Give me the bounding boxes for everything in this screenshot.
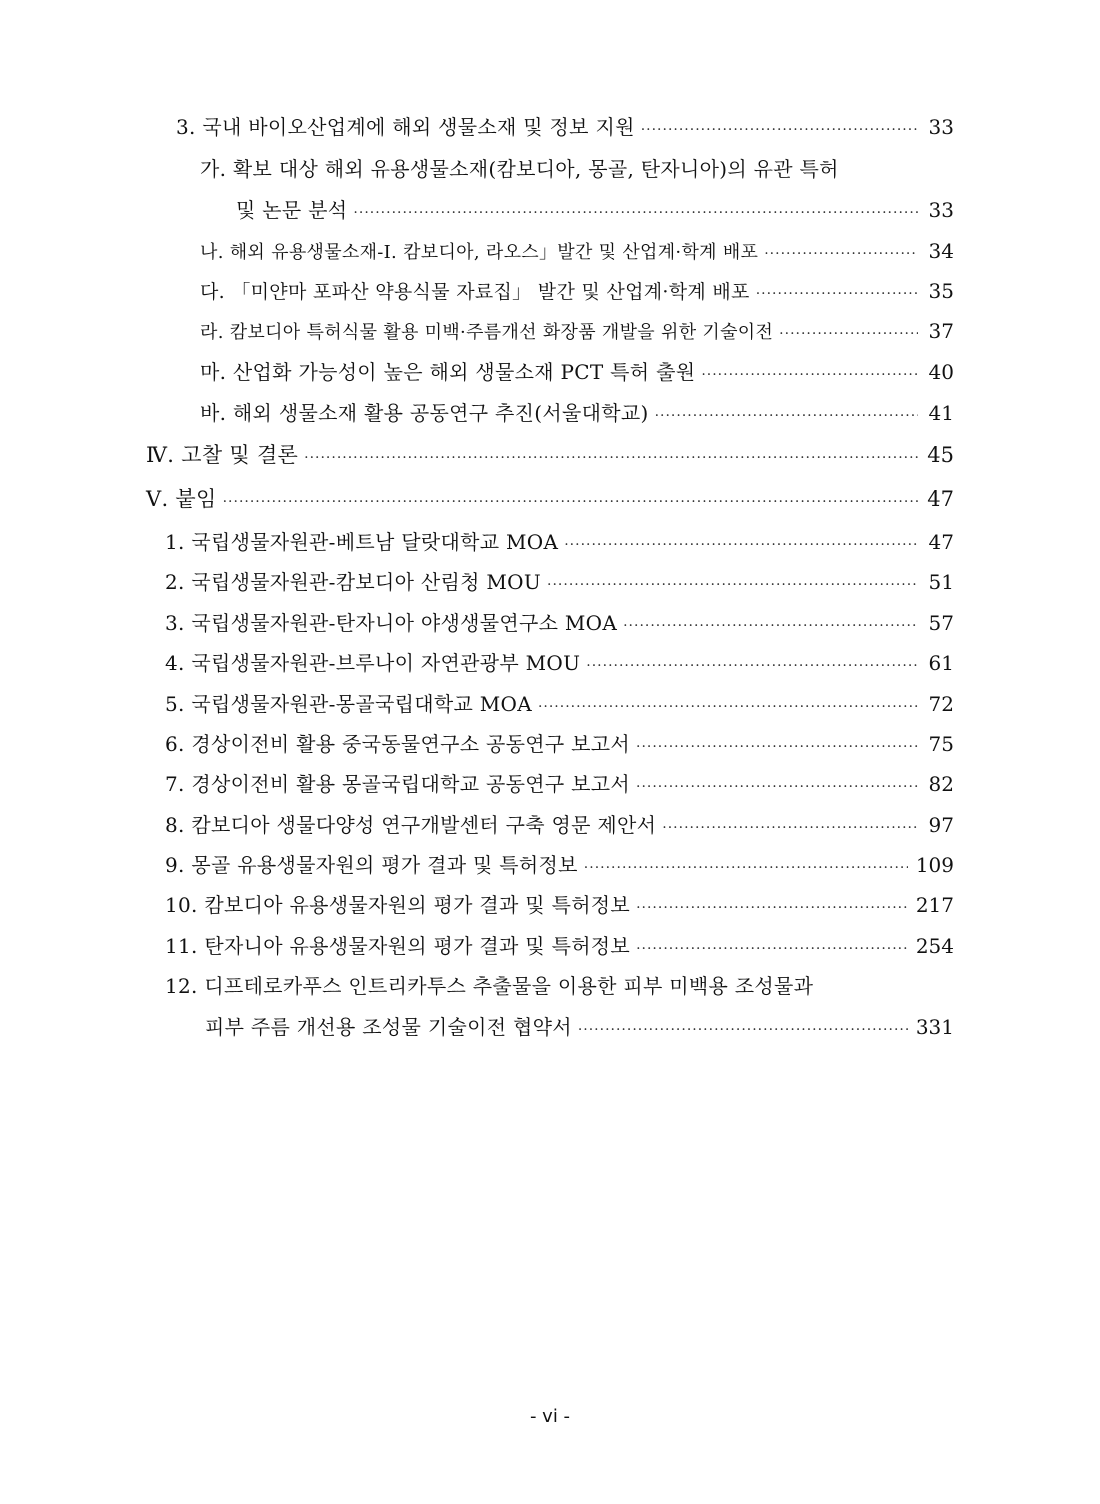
leader-dots — [764, 236, 918, 269]
leader-dots — [564, 527, 918, 560]
toc-entry-label: 나. 해외 유용생물소재-I. 캄보디아, 라오스」발간 및 산업계·학계 배포 — [200, 242, 759, 263]
toc-entry[interactable] — [146, 440, 954, 470]
toc-entry-label: 3. 국립생물자원관-탄자니아 야생생물연구소 MOA — [165, 611, 618, 635]
toc-entry-page: 40 — [928, 360, 954, 384]
toc-entry-label: Ⅳ. 고찰 및 결론 — [146, 443, 299, 467]
toc-entry-page: 33 — [928, 198, 954, 222]
toc-entry-label: 마. 산업화 가능성이 높은 해외 생물소재 PCT 특허 출원 — [200, 360, 696, 384]
leader-dots — [636, 931, 908, 964]
toc-entry[interactable] — [165, 769, 954, 799]
toc-entry-label: 7. 경상이전비 활용 몽골국립대학교 공동연구 보고서 — [165, 772, 630, 796]
leader-dots — [662, 810, 918, 843]
leader-dots — [586, 648, 918, 681]
toc-entry-label: Ⅴ. 붙임 — [146, 487, 217, 511]
toc-entry-page: 75 — [928, 732, 954, 756]
leader-dots — [304, 440, 918, 473]
toc-entry-page: 51 — [928, 570, 954, 594]
leader-dots — [584, 850, 908, 883]
toc-entry-label: 6. 경상이전비 활용 중국동물연구소 공동연구 보고서 — [165, 732, 630, 756]
toc-entry[interactable] — [165, 931, 954, 961]
toc-entry-page: 254 — [915, 934, 954, 958]
toc-entry-label: 8. 캄보디아 생물다양성 연구개발센터 구축 영문 제안서 — [165, 813, 657, 837]
toc-entry[interactable] — [165, 527, 954, 557]
toc-entry-page: 61 — [928, 651, 954, 675]
toc-entry-page: 37 — [928, 319, 954, 343]
toc-entry-label: 5. 국립생물자원관-몽골국립대학교 MOA — [165, 692, 532, 716]
toc-entry[interactable] — [165, 850, 954, 880]
leader-dots — [636, 769, 918, 802]
leader-dots — [636, 890, 908, 923]
leader-dots — [779, 316, 918, 349]
toc-entry-label: 1. 국립생물자원관-베트남 달랏대학교 MOA — [165, 530, 559, 554]
page-number-footer: - vi - — [529, 1406, 571, 1427]
toc-entry-page: 34 — [928, 239, 954, 263]
toc-entry-page: 97 — [928, 813, 954, 837]
toc-entry[interactable] — [165, 608, 954, 638]
toc-entry-label-line1: 가. 확보 대상 해외 유용생물소재(캄보디아, 몽골, 탄자니아)의 유관 특허 — [200, 157, 839, 181]
toc-entry-label: 4. 국립생물자원관-브루나이 자연관광부 MOU — [165, 651, 581, 675]
leader-dots — [756, 276, 918, 309]
toc-entry-page: 41 — [928, 401, 954, 425]
toc-entry[interactable] — [165, 567, 954, 597]
leader-dots — [623, 608, 918, 641]
toc-entry-page: 45 — [927, 443, 954, 467]
toc-entry[interactable] — [200, 236, 954, 266]
leader-dots — [636, 729, 918, 762]
toc-entry[interactable] — [205, 1012, 954, 1042]
toc-entry-label-line1: 12. 디프테로카푸스 인트리카투스 추출물을 이용한 피부 미백용 조성물과 — [165, 974, 814, 998]
toc-entry-label: 2. 국립생물자원관-캄보디아 산림청 MOU — [165, 570, 542, 594]
leader-dots — [701, 357, 918, 390]
leader-dots — [353, 195, 918, 228]
toc-entry-label: 3. 국내 바이오산업계에 해외 생물소재 및 정보 지원 — [176, 115, 635, 139]
toc-entry-label: 바. 해외 생물소재 활용 공동연구 추진(서울대학교) — [200, 401, 649, 425]
toc-entry[interactable] — [200, 276, 954, 306]
toc-entry-page: 35 — [928, 279, 954, 303]
toc-entry-label: 11. 탄자니아 유용생물자원의 평가 결과 및 특허정보 — [165, 934, 631, 958]
toc-entry-label: 피부 주름 개선용 조성물 기술이전 협약서 — [205, 1015, 572, 1039]
toc-entry[interactable] — [200, 357, 954, 387]
toc-entry-label: 10. 캄보디아 유용생물자원의 평가 결과 및 특허정보 — [165, 893, 631, 917]
leader-dots — [655, 398, 918, 431]
toc-entry[interactable] — [165, 890, 954, 920]
toc-entry-label: 9. 몽골 유용생물자원의 평가 결과 및 특허정보 — [165, 853, 578, 877]
toc-entry-page: 217 — [915, 893, 954, 917]
leader-dots — [223, 484, 918, 517]
toc-entry[interactable] — [146, 484, 954, 514]
toc-entry[interactable] — [200, 398, 954, 428]
leader-dots — [547, 567, 918, 600]
toc-entry-page: 47 — [927, 487, 954, 511]
leader-dots — [538, 689, 918, 722]
toc-entry[interactable] — [236, 195, 954, 225]
toc-entry-label: 및 논문 분석 — [236, 198, 348, 222]
toc-entry-label: 라. 캄보디아 특허식물 활용 미백·주름개선 화장품 개발을 위한 기술이전 — [200, 322, 774, 343]
toc-entry-page: 109 — [915, 853, 954, 877]
leader-dots — [641, 112, 918, 145]
toc-entry-page: 57 — [928, 611, 954, 635]
toc-entry[interactable] — [176, 112, 954, 142]
toc-entry-page: 47 — [928, 530, 954, 554]
toc-entry-page: 331 — [915, 1015, 954, 1039]
toc-entry-page: 82 — [928, 772, 954, 796]
toc-entry[interactable] — [165, 729, 954, 759]
toc-entry[interactable] — [165, 810, 954, 840]
toc-entry-page: 33 — [928, 115, 954, 139]
leader-dots — [578, 1012, 908, 1045]
toc-entry[interactable] — [200, 316, 954, 346]
toc-entry[interactable] — [165, 648, 954, 678]
toc-entry[interactable] — [165, 689, 954, 719]
toc-entry-label: 다. 「미얀마 포파산 약용식물 자료집」 발간 및 산업계·학계 배포 — [200, 281, 750, 303]
toc-entry-page: 72 — [928, 692, 954, 716]
